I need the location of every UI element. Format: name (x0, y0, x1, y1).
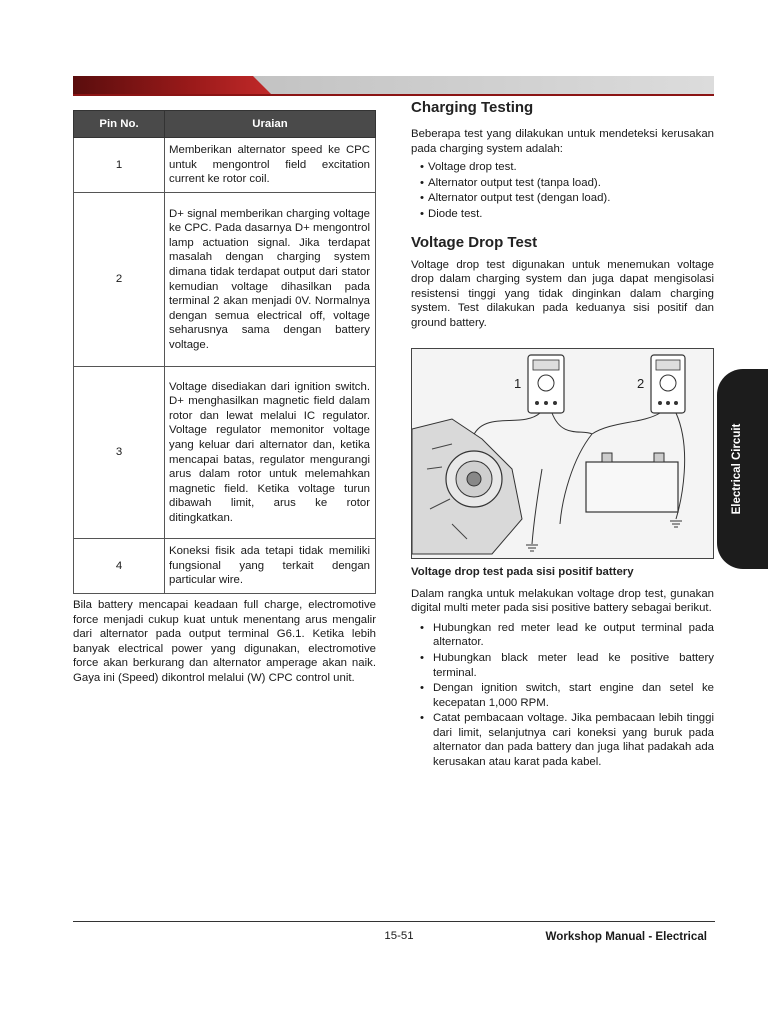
pin-description: Voltage disediakan dari ignition switch. D+ menghasilkan magnetic field dalam rotor dan lewat melalui IC regulator. Voltage regulator memonitor voltage yang keluar dari alternator dan, ketika mencapai batas, regulator mengurangi arus dalam rotor untuk melemahkan magnetic field. Ketika voltage turun dibawah limit, arus ke rotor ditingkatkan. (165, 367, 376, 539)
figure-caption: Voltage drop test pada sisi positif battery (411, 565, 634, 578)
figure-label-1: 1 (514, 375, 522, 391)
table-row (74, 138, 376, 193)
multimeter-2-icon (651, 355, 685, 413)
list-item: • Voltage drop test. (420, 160, 714, 176)
header-bar (73, 76, 714, 96)
voltage-drop-intro: Voltage drop test digunakan untuk menemukan voltage drop dalam charging system dan juga dapat mengisolasi resistensi tinggi yang tidak dinginkan dalam charging system. Test dilakukan pada keduanya sisi positif dan ground battery. (411, 258, 714, 329)
footer-divider (73, 921, 715, 922)
voltage-drop-heading: Voltage Drop Test (411, 233, 538, 251)
right-column (411, 97, 714, 771)
table-row (74, 367, 376, 539)
alternator-icon (412, 419, 522, 554)
pin-description: D+ signal memberikan charging voltage ke CPC. Pada dasarnya D+ mengontrol lamp actuation signal. Jika terdapat masalah dengan charging system dimana tidak terdapat output dari stator kemudian voltage dihasilkan pada terminal 2 akan menjadi 0V. Normalnya dengan semua electrical off, voltage seharusnya sama dengan battery voltage. (165, 193, 376, 367)
list-item: • Alternator output test (tanpa load). (420, 176, 714, 192)
ground-icon (526, 521, 682, 551)
side-tab-label: Electrical Circuit (731, 423, 743, 515)
voltage-drop-figure (411, 348, 714, 559)
battery-icon (586, 453, 678, 512)
table-row (74, 539, 376, 594)
page-number: 15-51 (384, 930, 414, 942)
list-item: • Catat pembacaan voltage. Jika pembacaan lebih tinggi dari limit, selanjutnya cari koneksi yang buruk pada alternator dan pada battery dan juga lihat padakah ada kerusakan atau karat pada kabel. (411, 711, 714, 769)
voltage-drop-procedure-intro: Dalam rangka untuk melakukan voltage drop test, gunakan digital multi meter pada sisi positive battery sebagai berikut. (411, 587, 714, 615)
left-column (73, 110, 376, 697)
pin-description: Memberikan alternator speed ke CPC untuk mengontrol field excitation current ke rotor coil. (165, 138, 376, 193)
list-item: • Diode test. (420, 207, 714, 223)
pin-number: 1 (74, 138, 165, 193)
charging-intro: Beberapa test yang dilakukan untuk mendeteksi kerusakan pada charging system adalah: (411, 128, 714, 155)
footer-title: Workshop Manual - Electrical (545, 930, 707, 943)
charge-paragraph: Bila battery mencapai keadaan full charge, electromotive force menjadi cukup kuat untuk menentang arus mengalir dari alternator pada output terminal G6.1. Ketika lebih banyak electrical power yang digunakan, electromotive force akan berkurang dan alternator amperage akan naik. Gaya ini (Speed) dikontrol melalui (W) CPC control unit. (73, 599, 376, 684)
voltage-drop-diagram (412, 349, 713, 558)
charging-testing-heading: Charging Testing (411, 99, 534, 116)
table-header-desc: Uraian (165, 111, 376, 138)
table-row (74, 193, 376, 367)
pin-number: 4 (74, 539, 165, 594)
pin-number: 3 (74, 367, 165, 539)
pin-description: Koneksi fisik ada tetapi tidak memiliki fungsional yang terkait dengan particular wire. (165, 539, 376, 594)
list-item: • Dengan ignition switch, start engine dan setel ke kecepatan 1,000 RPM. (411, 681, 714, 710)
list-item: • Hubungkan black meter lead ke positive battery terminal. (411, 651, 714, 680)
procedure-steps (411, 621, 714, 770)
list-item: • Alternator output test (dengan load). (420, 191, 714, 207)
pin-number: 2 (74, 193, 165, 367)
figure-label-2: 2 (637, 375, 645, 391)
pin-table (73, 110, 376, 594)
charging-test-list (411, 160, 714, 222)
table-header-pin: Pin No. (74, 111, 165, 138)
list-item: • Hubungkan red meter lead ke output terminal pada alternator. (411, 621, 714, 650)
table-header-row (74, 111, 376, 138)
multimeter-1-icon (528, 355, 564, 413)
